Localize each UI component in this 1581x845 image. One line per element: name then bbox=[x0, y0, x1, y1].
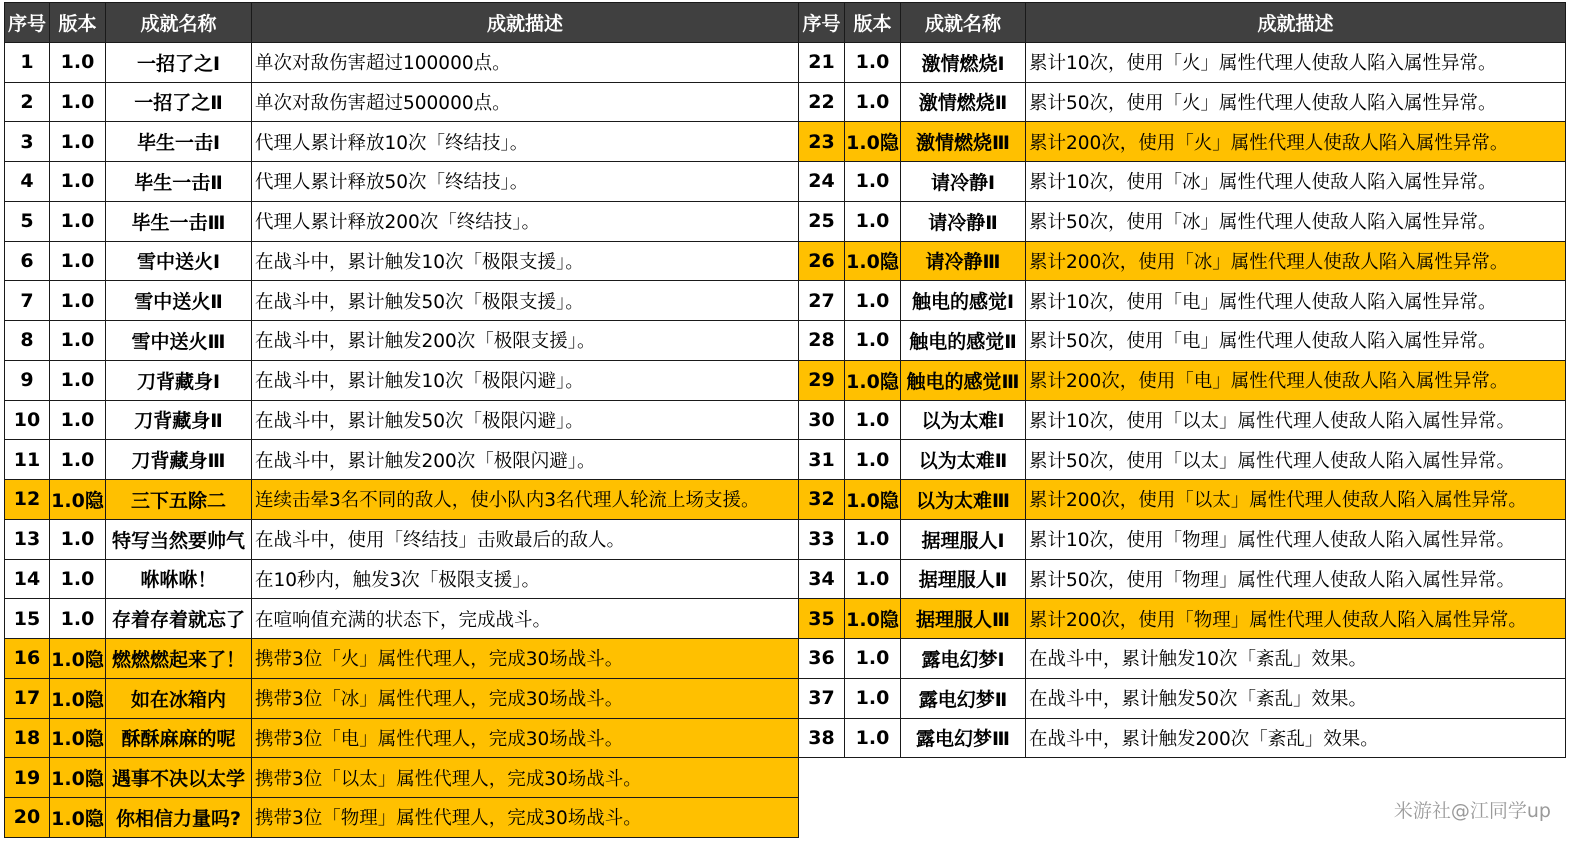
row-number: 13 bbox=[5, 519, 50, 559]
achievement-name: 存着存着就忘了 bbox=[106, 599, 252, 639]
row-number: 21 bbox=[799, 42, 845, 82]
row-number: 29 bbox=[799, 360, 845, 400]
achievement-description: 单次对敌伤害超过100000点。 bbox=[252, 42, 799, 82]
table-row bbox=[5, 82, 1566, 122]
header-name: 成就名称 bbox=[901, 3, 1026, 43]
achievement-name: 触电的感觉Ⅱ bbox=[901, 321, 1026, 361]
row-version: 1.0隐 bbox=[50, 798, 106, 838]
row-number: 32 bbox=[799, 480, 845, 520]
achievement-name: 激情燃烧Ⅱ bbox=[901, 82, 1026, 122]
achievement-description: 累计50次，使用「电」属性代理人使敌人陷入属性异常。 bbox=[1026, 321, 1566, 361]
row-number: 36 bbox=[799, 639, 845, 679]
achievement-description: 携带3位「以太」属性代理人，完成30场战斗。 bbox=[252, 758, 799, 798]
row-version: 1.0 bbox=[50, 281, 106, 321]
row-version: 1.0 bbox=[845, 400, 901, 440]
achievement-description: 在战斗中，累计触发10次「极限闪避」。 bbox=[252, 360, 799, 400]
achievement-description: 代理人累计释放200次「终结技」。 bbox=[252, 201, 799, 241]
row-version: 1.0 bbox=[50, 400, 106, 440]
achievement-name: 以为太难Ⅲ bbox=[901, 480, 1026, 520]
row-number: 31 bbox=[799, 440, 845, 480]
achievement-name: 一招了之Ⅱ bbox=[106, 82, 252, 122]
row-version: 1.0 bbox=[845, 718, 901, 758]
achievement-description: 累计50次，使用「以太」属性代理人使敌人陷入属性异常。 bbox=[1026, 440, 1566, 480]
row-number: 6 bbox=[5, 241, 50, 281]
row-number: 16 bbox=[5, 639, 50, 679]
achievement-description: 单次对敌伤害超过500000点。 bbox=[252, 82, 799, 122]
row-number: 37 bbox=[799, 678, 845, 718]
row-version: 1.0隐 bbox=[845, 122, 901, 162]
row-version: 1.0 bbox=[50, 241, 106, 281]
achievement-description: 携带3位「电」属性代理人，完成30场战斗。 bbox=[252, 718, 799, 758]
row-number: 34 bbox=[799, 559, 845, 599]
row-number: 27 bbox=[799, 281, 845, 321]
achievement-description: 在战斗中，累计触发50次「极限闪避」。 bbox=[252, 400, 799, 440]
row-version: 1.0 bbox=[845, 440, 901, 480]
achievement-name: 请冷静Ⅲ bbox=[901, 241, 1026, 281]
table-row bbox=[5, 281, 1566, 321]
achievement-name: 以为太难Ⅰ bbox=[901, 400, 1026, 440]
table-body bbox=[5, 42, 1566, 837]
row-number: 9 bbox=[5, 360, 50, 400]
achievement-description: 在战斗中，累计触发200次「极限支援」。 bbox=[252, 321, 799, 361]
table-row bbox=[5, 718, 1566, 758]
row-version: 1.0 bbox=[50, 321, 106, 361]
achievement-description: 累计200次，使用「火」属性代理人使敌人陷入属性异常。 bbox=[1026, 122, 1566, 162]
achievement-table bbox=[4, 2, 1566, 838]
header-desc: 成就描述 bbox=[252, 3, 799, 43]
achievement-description: 累计200次，使用「物理」属性代理人使敌人陷入属性异常。 bbox=[1026, 599, 1566, 639]
row-version: 1.0隐 bbox=[845, 241, 901, 281]
row-version: 1.0隐 bbox=[50, 639, 106, 679]
achievement-name: 触电的感觉Ⅰ bbox=[901, 281, 1026, 321]
achievement-name: 露电幻梦Ⅲ bbox=[901, 718, 1026, 758]
table-row bbox=[5, 559, 1566, 599]
row-number: 7 bbox=[5, 281, 50, 321]
achievement-name: 据理服人Ⅰ bbox=[901, 519, 1026, 559]
achievement-name: 雪中送火Ⅲ bbox=[106, 321, 252, 361]
table-row bbox=[5, 519, 1566, 559]
achievement-description: 代理人累计释放50次「终结技」。 bbox=[252, 162, 799, 202]
empty-cell bbox=[1026, 758, 1566, 798]
achievement-description: 代理人累计释放10次「终结技」。 bbox=[252, 122, 799, 162]
row-version: 1.0 bbox=[845, 639, 901, 679]
achievement-name: 雪中送火Ⅱ bbox=[106, 281, 252, 321]
table-row bbox=[5, 162, 1566, 202]
row-number: 18 bbox=[5, 718, 50, 758]
achievement-name: 刀背藏身Ⅲ bbox=[106, 440, 252, 480]
empty-cell bbox=[799, 758, 845, 798]
row-number: 26 bbox=[799, 241, 845, 281]
row-version: 1.0隐 bbox=[50, 678, 106, 718]
row-version: 1.0 bbox=[50, 82, 106, 122]
achievement-description: 在战斗中，累计触发50次「紊乱」效果。 bbox=[1026, 678, 1566, 718]
row-version: 1.0隐 bbox=[845, 599, 901, 639]
row-version: 1.0 bbox=[845, 281, 901, 321]
row-number: 14 bbox=[5, 559, 50, 599]
achievement-name: 如在冰箱内 bbox=[106, 678, 252, 718]
achievement-description: 携带3位「冰」属性代理人，完成30场战斗。 bbox=[252, 678, 799, 718]
achievement-description: 在战斗中，累计触发10次「紊乱」效果。 bbox=[1026, 639, 1566, 679]
row-number: 17 bbox=[5, 678, 50, 718]
achievement-description: 累计10次，使用「以太」属性代理人使敌人陷入属性异常。 bbox=[1026, 400, 1566, 440]
empty-cell bbox=[901, 798, 1026, 838]
achievement-description: 在10秒内，触发3次「极限支援」。 bbox=[252, 559, 799, 599]
achievement-sheet bbox=[4, 2, 1566, 838]
achievement-name: 刀背藏身Ⅱ bbox=[106, 400, 252, 440]
achievement-name: 以为太难Ⅱ bbox=[901, 440, 1026, 480]
table-row bbox=[5, 42, 1566, 82]
row-number: 10 bbox=[5, 400, 50, 440]
row-version: 1.0 bbox=[50, 559, 106, 599]
achievement-name: 一招了之Ⅰ bbox=[106, 42, 252, 82]
achievement-description: 累计50次，使用「冰」属性代理人使敌人陷入属性异常。 bbox=[1026, 201, 1566, 241]
achievement-description: 累计50次，使用「物理」属性代理人使敌人陷入属性异常。 bbox=[1026, 559, 1566, 599]
achievement-name: 触电的感觉Ⅲ bbox=[901, 360, 1026, 400]
row-number: 3 bbox=[5, 122, 50, 162]
row-number: 1 bbox=[5, 42, 50, 82]
achievement-name: 雪中送火Ⅰ bbox=[106, 241, 252, 281]
achievement-description: 在战斗中，累计触发200次「极限闪避」。 bbox=[252, 440, 799, 480]
row-version: 1.0 bbox=[50, 599, 106, 639]
row-number: 28 bbox=[799, 321, 845, 361]
achievement-description: 累计200次，使用「电」属性代理人使敌人陷入属性异常。 bbox=[1026, 360, 1566, 400]
row-version: 1.0隐 bbox=[50, 718, 106, 758]
row-number: 12 bbox=[5, 480, 50, 520]
table-row bbox=[5, 678, 1566, 718]
row-number: 4 bbox=[5, 162, 50, 202]
table-row bbox=[5, 360, 1566, 400]
row-number: 24 bbox=[799, 162, 845, 202]
row-version: 1.0 bbox=[845, 321, 901, 361]
table-row bbox=[5, 241, 1566, 281]
row-version: 1.0 bbox=[50, 201, 106, 241]
header-version: 版本 bbox=[845, 3, 901, 43]
row-version: 1.0 bbox=[845, 162, 901, 202]
achievement-name: 酥酥麻麻的呢 bbox=[106, 718, 252, 758]
empty-cell bbox=[901, 758, 1026, 798]
achievement-name: 你相信力量吗? bbox=[106, 798, 252, 838]
row-version: 1.0隐 bbox=[845, 360, 901, 400]
header-desc: 成就描述 bbox=[1026, 3, 1566, 43]
table-row bbox=[5, 440, 1566, 480]
header-version: 版本 bbox=[50, 3, 106, 43]
header-row bbox=[5, 3, 1566, 43]
empty-cell bbox=[845, 758, 901, 798]
table-row bbox=[5, 599, 1566, 639]
row-version: 1.0 bbox=[845, 559, 901, 599]
row-version: 1.0 bbox=[50, 360, 106, 400]
row-version: 1.0 bbox=[845, 678, 901, 718]
achievement-name: 激情燃烧Ⅲ bbox=[901, 122, 1026, 162]
header-num: 序号 bbox=[799, 3, 845, 43]
row-number: 11 bbox=[5, 440, 50, 480]
achievement-description: 累计10次，使用「火」属性代理人使敌人陷入属性异常。 bbox=[1026, 42, 1566, 82]
row-number: 22 bbox=[799, 82, 845, 122]
achievement-description: 连续击晕3名不同的敌人，使小队内3名代理人轮流上场支援。 bbox=[252, 480, 799, 520]
empty-cell bbox=[799, 798, 845, 838]
empty-cell bbox=[845, 798, 901, 838]
table-row bbox=[5, 798, 1566, 838]
achievement-name: 遇事不决以太学 bbox=[106, 758, 252, 798]
achievement-description: 累计200次，使用「冰」属性代理人使敌人陷入属性异常。 bbox=[1026, 241, 1566, 281]
achievement-description: 在战斗中，使用「终结技」击败最后的敌人。 bbox=[252, 519, 799, 559]
table-row bbox=[5, 321, 1566, 361]
row-version: 1.0 bbox=[50, 440, 106, 480]
table-row bbox=[5, 758, 1566, 798]
row-version: 1.0隐 bbox=[845, 480, 901, 520]
achievement-name: 燃燃燃起来了！ bbox=[106, 639, 252, 679]
row-number: 5 bbox=[5, 201, 50, 241]
row-number: 33 bbox=[799, 519, 845, 559]
row-number: 23 bbox=[799, 122, 845, 162]
table-row bbox=[5, 122, 1566, 162]
header-name: 成就名称 bbox=[106, 3, 252, 43]
achievement-name: 露电幻梦Ⅰ bbox=[901, 639, 1026, 679]
achievement-description: 累计10次，使用「电」属性代理人使敌人陷入属性异常。 bbox=[1026, 281, 1566, 321]
achievement-name: 激情燃烧Ⅰ bbox=[901, 42, 1026, 82]
watermark: 米游社@江同学up bbox=[1393, 800, 1551, 822]
achievement-description: 累计10次，使用「物理」属性代理人使敌人陷入属性异常。 bbox=[1026, 519, 1566, 559]
row-number: 30 bbox=[799, 400, 845, 440]
row-version: 1.0隐 bbox=[50, 758, 106, 798]
row-version: 1.0 bbox=[50, 42, 106, 82]
achievement-name: 据理服人Ⅱ bbox=[901, 559, 1026, 599]
row-version: 1.0 bbox=[50, 519, 106, 559]
table-row bbox=[5, 201, 1566, 241]
achievement-name: 毕生一击Ⅲ bbox=[106, 201, 252, 241]
table-row bbox=[5, 639, 1566, 679]
achievement-name: 请冷静Ⅰ bbox=[901, 162, 1026, 202]
achievement-name: 刀背藏身Ⅰ bbox=[106, 360, 252, 400]
achievement-description: 在战斗中，累计触发200次「紊乱」效果。 bbox=[1026, 718, 1566, 758]
row-number: 15 bbox=[5, 599, 50, 639]
achievement-description: 在战斗中，累计触发10次「极限支援」。 bbox=[252, 241, 799, 281]
row-version: 1.0 bbox=[845, 201, 901, 241]
row-version: 1.0 bbox=[845, 42, 901, 82]
achievement-name: 请冷静Ⅱ bbox=[901, 201, 1026, 241]
achievement-name: 毕生一击Ⅰ bbox=[106, 122, 252, 162]
row-number: 25 bbox=[799, 201, 845, 241]
achievement-description: 在喧响值充满的状态下，完成战斗。 bbox=[252, 599, 799, 639]
row-version: 1.0 bbox=[50, 122, 106, 162]
achievement-name: 咻咻咻！ bbox=[106, 559, 252, 599]
achievement-description: 在战斗中，累计触发50次「极限支援」。 bbox=[252, 281, 799, 321]
header-num: 序号 bbox=[5, 3, 50, 43]
achievement-description: 累计200次，使用「以太」属性代理人使敌人陷入属性异常。 bbox=[1026, 480, 1566, 520]
row-number: 19 bbox=[5, 758, 50, 798]
achievement-name: 露电幻梦Ⅱ bbox=[901, 678, 1026, 718]
row-version: 1.0 bbox=[845, 519, 901, 559]
row-number: 2 bbox=[5, 82, 50, 122]
achievement-description: 累计50次，使用「火」属性代理人使敌人陷入属性异常。 bbox=[1026, 82, 1566, 122]
achievement-name: 三下五除二 bbox=[106, 480, 252, 520]
row-number: 38 bbox=[799, 718, 845, 758]
achievement-description: 携带3位「火」属性代理人，完成30场战斗。 bbox=[252, 639, 799, 679]
table-row bbox=[5, 480, 1566, 520]
table-row bbox=[5, 400, 1566, 440]
achievement-description: 携带3位「物理」属性代理人，完成30场战斗。 bbox=[252, 798, 799, 838]
row-version: 1.0隐 bbox=[50, 480, 106, 520]
row-number: 20 bbox=[5, 798, 50, 838]
row-number: 8 bbox=[5, 321, 50, 361]
row-version: 1.0 bbox=[50, 162, 106, 202]
achievement-description: 累计10次，使用「冰」属性代理人使敌人陷入属性异常。 bbox=[1026, 162, 1566, 202]
row-version: 1.0 bbox=[845, 82, 901, 122]
row-number: 35 bbox=[799, 599, 845, 639]
achievement-name: 据理服人Ⅲ bbox=[901, 599, 1026, 639]
achievement-name: 毕生一击Ⅱ bbox=[106, 162, 252, 202]
achievement-name: 特写当然要帅气 bbox=[106, 519, 252, 559]
